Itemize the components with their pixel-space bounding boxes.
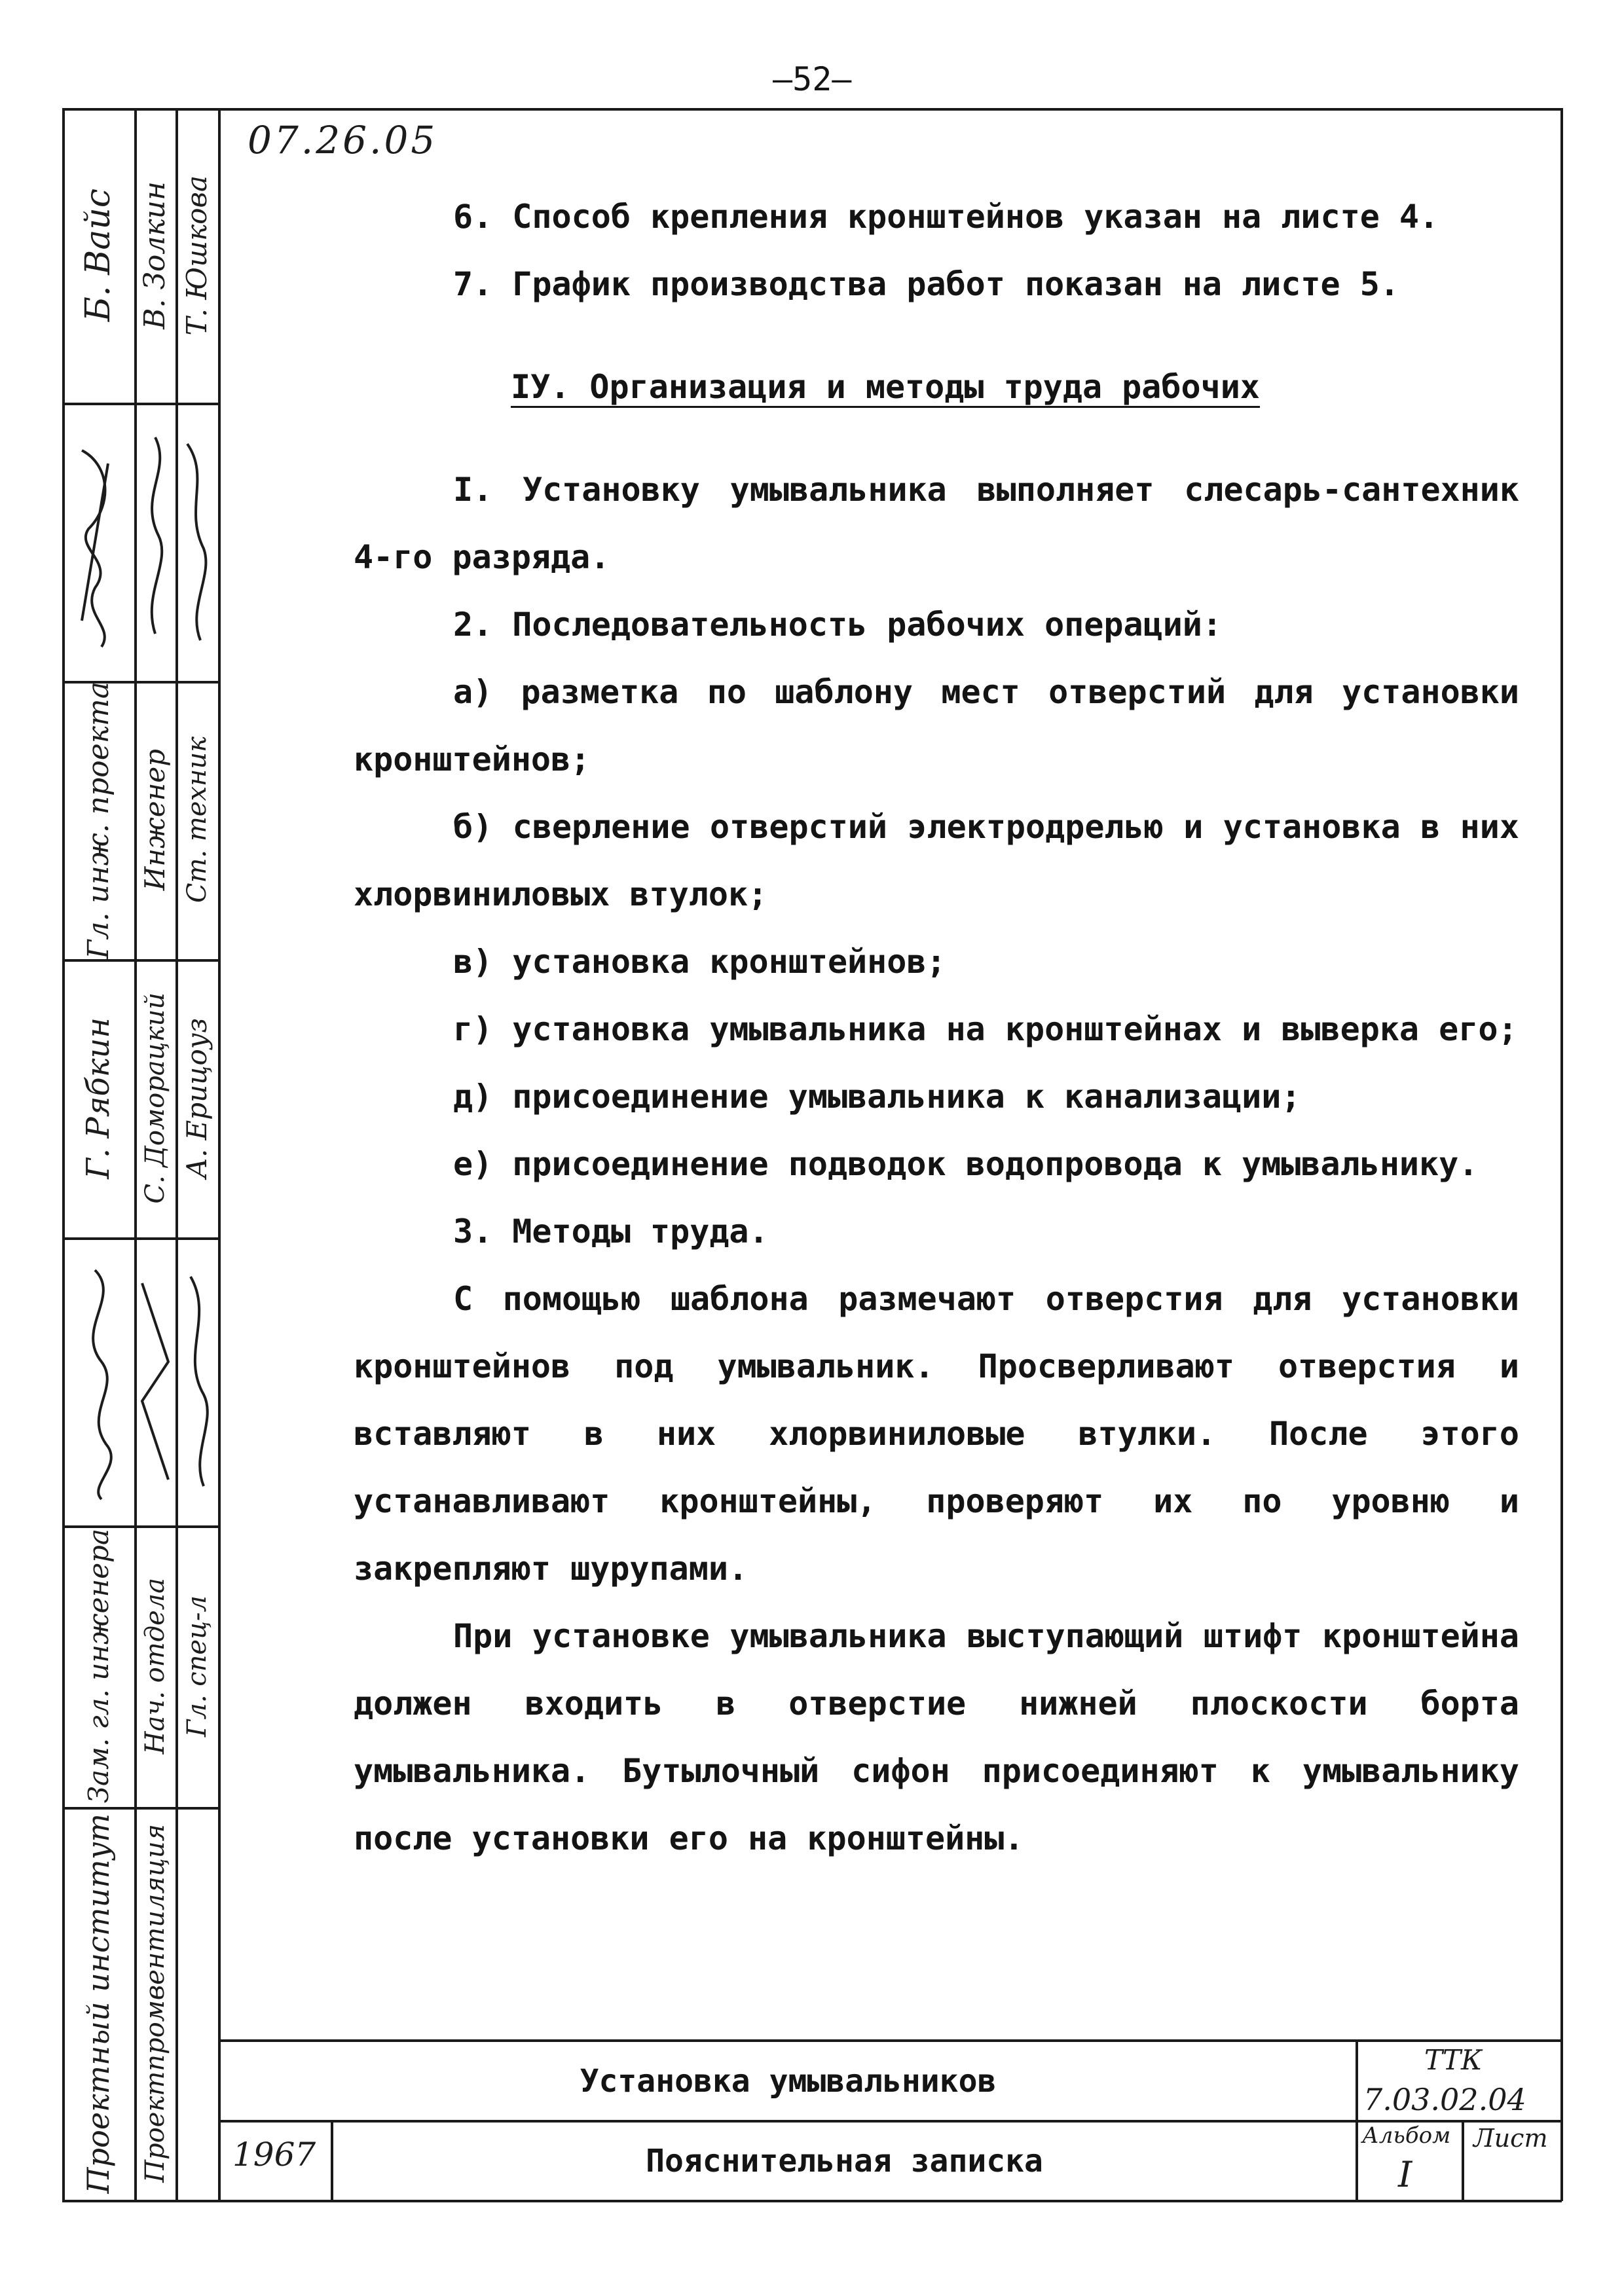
- title-block-sheet-divider: [1462, 2120, 1464, 2201]
- operation-item: б) сверление отверстий электродрелью и установка в них хлорвиниловых втулок;: [354, 808, 1519, 913]
- paragraph: При установке умывальника выступающий штифт кронштейна должен входить в отверстие нижней плоскости борта умывальника. Бутылочный сифон присоединяют к умывальнику после установки его на кронштейны.: [354, 1617, 1519, 1857]
- stamp-cell: [134, 1807, 175, 2200]
- code-label: ТТК: [1424, 2044, 1483, 2076]
- body-text: [354, 183, 1519, 1872]
- stamp-column-line: [218, 108, 221, 2201]
- stamp-organization: Проектпромвентиляция: [139, 1824, 170, 2183]
- operation-item: д) присоединение умывальника к канализации;: [453, 1078, 1301, 1116]
- stamp-cell: [134, 1525, 175, 1807]
- stamp-cell: [62, 1807, 134, 2200]
- list-item: 7. График производства работ показан на листе 5.: [453, 265, 1399, 303]
- stamp-name: Г. Рябкин: [80, 1017, 117, 1179]
- signature-scribble: [136, 424, 175, 660]
- stamp-cell: [175, 959, 218, 1237]
- paragraph: 2. Последовательность рабочих операций:: [453, 606, 1222, 644]
- frame-top-line: [62, 108, 1562, 111]
- section-heading: [354, 354, 1519, 421]
- signature: [62, 403, 134, 681]
- list-item: 6. Способ крепления кронштейнов указан на листе 4.: [453, 198, 1439, 236]
- stamp-cell: [62, 959, 134, 1237]
- paragraph: I. Установку умывальника выполняет слесарь-сантехник 4-го разряда.: [354, 471, 1519, 576]
- stamp-name: Б. Вайс: [79, 189, 118, 322]
- signature-scribble: [177, 424, 217, 660]
- stamp-role: Гл. инж. проекта: [81, 681, 115, 959]
- stamp-cell: [62, 108, 134, 403]
- paragraph: С помощью шаблона размечают отверстия для установки кронштейнов под умывальник. Просверливают отверстия и вставляют в них хлорвиниловые втулки. После этого устанавливают кронштейны, проверяют их по уровню и закрепляют шурупами.: [354, 1280, 1519, 1588]
- year: 1967: [232, 2136, 316, 2174]
- signature-scribble: [69, 424, 128, 660]
- section-heading-text: IУ. Организация и методы труда рабочих: [511, 368, 1260, 408]
- stamp-name: А. Ерицоуз: [181, 1018, 213, 1178]
- stamp-cell: [175, 1525, 218, 1807]
- signature: [134, 403, 175, 681]
- stamp-cell: [62, 1525, 134, 1807]
- operation-item: е) присоединение подводок водопровода к умывальнику.: [453, 1145, 1479, 1183]
- signature-scribble: [136, 1257, 175, 1506]
- frame-right-line: [1560, 108, 1563, 2201]
- stamp-role: С. Доморацкий: [139, 993, 170, 1204]
- stamp-role: Зам. гл. инженера: [82, 1529, 115, 1804]
- signature-scribble: [177, 1257, 217, 1506]
- stamp-cell: [175, 108, 218, 403]
- operation-item: а) разметка по шаблону мест отверстий для установки кронштейнов;: [354, 673, 1519, 778]
- album-value: I: [1398, 2154, 1412, 2195]
- signature: [134, 1237, 175, 1525]
- stamp-role: Гл. спец-л: [181, 1595, 212, 1738]
- drawing-title: Установка умывальников: [580, 2062, 997, 2100]
- operation-item: г) установка умывальника на кронштейнах и выверка его;: [453, 1010, 1518, 1048]
- signature-scribble: [69, 1257, 128, 1506]
- stamp-name: Т. Юшкова: [181, 175, 213, 336]
- drawing-subtitle: Пояснительная записка: [646, 2143, 1043, 2179]
- stamp-name: В. Золкин: [138, 181, 172, 329]
- stamp-cell: [62, 681, 134, 959]
- code-value: 7.03.02.04: [1363, 2082, 1526, 2117]
- stamp-organization: Проектный институт: [81, 1813, 116, 2194]
- stamp-role: Ст. техник: [181, 737, 212, 903]
- signature: [175, 1237, 218, 1525]
- doc-code: 07.26.05: [248, 118, 438, 162]
- page-number: –52–: [773, 60, 852, 98]
- album-label: Альбом: [1362, 2123, 1451, 2149]
- stamp-role: Нач. отдела: [139, 1578, 170, 1755]
- stamp-role: Инженер: [139, 749, 171, 891]
- stamp-cell: [134, 108, 175, 403]
- operation-item: в) установка кронштейнов;: [453, 943, 946, 981]
- frame-bottom-line: [62, 2200, 1562, 2202]
- sheet-label: Лист: [1473, 2124, 1548, 2153]
- paragraph: 3. Методы труда.: [453, 1212, 769, 1250]
- title-block-code-divider: [1356, 2039, 1358, 2201]
- signature: [62, 1237, 134, 1525]
- stamp-cell: [134, 681, 175, 959]
- signature: [175, 403, 218, 681]
- stamp-cell: [175, 681, 218, 959]
- stamp-cell: [134, 959, 175, 1237]
